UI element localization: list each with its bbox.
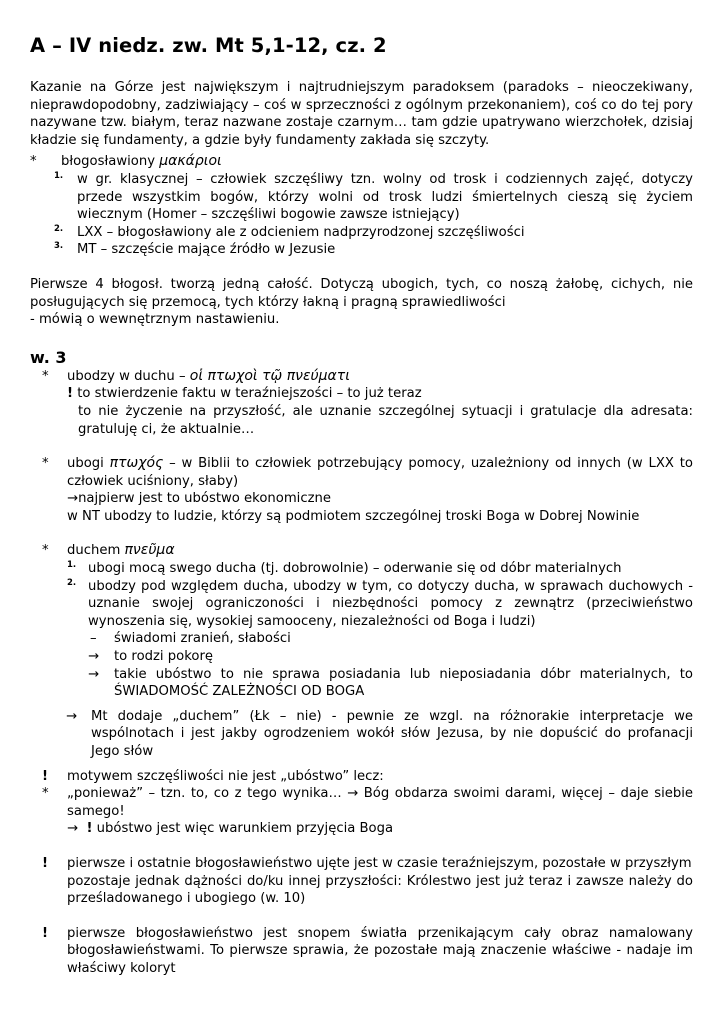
numbered-item-1 [30, 560, 693, 578]
bullet-star-icon: * [30, 154, 37, 170]
numbered-item-1 [30, 171, 693, 224]
number-marker: 1. [54, 170, 64, 181]
intro-paragraph: Kazanie na Górze jest największym i najtrudniejszym paradoksem (paradoks – nieoczekiwany, nieprawdopodobny, zadziwiający – coś w sprzeczności z ogólnym przekonaniem), coś co do tej pory nazywane tzw. białym, teraz nazwane zostaje czarnym… tam gdzie upatrywano wierzchołek, dzisiaj kładzie się fundamenty, a gdzie były fundamenty zakłada się szczyty. [30, 80, 693, 148]
arrow-line-poverty [30, 820, 693, 838]
item-text: – w Biblii to człowiek potrzebujący pomocy, uzależniony od innych (w LXX to człowiek uciśniony, słaby) [67, 456, 693, 489]
greek-term: πτωχός [109, 455, 164, 472]
item-text: „ponieważ” – tzn. to, co z tego wynika… → Bóg obdarza swoimi darami, więcej – daje siebie samego! [67, 786, 693, 819]
number-marker: 2. [54, 223, 64, 234]
list-item-ubogi [30, 455, 693, 490]
note-motive [30, 768, 693, 786]
term-label: błogosławiony [61, 154, 160, 170]
item-text: motywem szczęśliwości nie jest „ubóstwo” lecz: [67, 768, 384, 784]
item-text: w gr. klasycznej – człowiek szczęśliwy tzn. wolny od trosk i codziennych zajęć, dotyczy przede wszystkim bogów, którzy wolni od trosk ludzi śmiertelnych cieszą się życiem wiecznym (Homer – szczęśliwi bogowie zawsze istniejący) [77, 171, 693, 223]
bullet-star-icon: * [42, 368, 49, 384]
paragraph-inner-attitude: - mówią o wewnętrznym nastawieniu. [30, 312, 280, 328]
item-text: pierwsze i ostatnie błogosławieństwo ujęte jest w czasie teraźniejszym, pozostałe w przyszłym [67, 855, 692, 871]
term-label: duchem [67, 543, 125, 559]
line-nt: w NT ubodzy to ludzie, którzy są podmiotem szczególnej troski Boga w Dobrej Nowinie [67, 508, 640, 524]
item-text: Mt dodaje „duchem” (Łk – nie) - pewnie ze wzgl. na różnorakie interpretacje we wspólnotach i jest jakby ogrodzeniem wokół słów Jezusa, by nie dopuścić do profanacji Jego słów [91, 708, 693, 759]
list-item-ubodzy [30, 368, 693, 386]
arrow-right-icon: → [66, 708, 78, 724]
bullet-star-icon: * [42, 456, 49, 472]
numbered-item-3 [30, 241, 693, 259]
numbered-item-2 [30, 578, 693, 631]
item-text: ubogi mocą swego ducha (tj. dobrowolnie) – oderwanie się od dóbr materialnych [88, 561, 622, 577]
item-text: takie ubóstwo to nie sprawa posiadania lub nieposiadania dóbr materialnych, to ŚWIADOMOŚĆ ZALEŻNOŚCI OD BOGA [114, 666, 693, 700]
list-item-blogoslawiony [30, 153, 693, 171]
item-text: ubodzy pod względem ducha, ubodzy w tym, co dotyczy ducha, w sprawach duchowych - uznanie swojej ograniczoności i niezbędności pomocy z zewnątrz (przeciwieństwo wynoszenia się, wysokiej samooceny, niezależności od Boga i ludzi) [88, 578, 693, 629]
sub-item-arrow [30, 648, 693, 666]
arrow-item-mt [30, 708, 693, 761]
item-text: świadomi zranień, słabości [114, 631, 291, 647]
exclamation-icon: ! [42, 855, 49, 871]
line-future: pozostaje jednak dążności do/ku innej przyszłości: Królestwo jest już teraz i zawsze należy do prześladowanego i ubogiego (w. 10) [67, 873, 693, 907]
list-item-poniewaz [30, 785, 693, 820]
exclamation-icon: ! [86, 821, 93, 837]
item-text: pierwsze błogosławieństwo jest snopem światła przenikającym cały obraz namalowany błogosławieństwami. To pierwsze sprawia, że pozostałe mają znaczenie właściwe - nadaje im właściwy koloryt [67, 925, 693, 976]
arrow-right-icon: → [67, 491, 79, 507]
number-marker: 1. [67, 560, 77, 571]
exclamation-icon: ! [67, 386, 74, 402]
page-title: A – IV niedz. zw. Mt 5,1-12, cz. 2 [30, 34, 387, 57]
note-first-last [30, 855, 693, 873]
note-statement [30, 385, 693, 403]
note-light-beam [30, 925, 693, 978]
greek-term: οἱ πτωχοὶ τῷ πνεύματι [189, 367, 350, 384]
item-text: MT – szczęście mające źródło w Jezusie [77, 242, 336, 258]
item-text: LXX – błogosławiony ale z odcieniem nadprzyrodzonej szczęśliwości [77, 224, 525, 240]
arrow-right-icon: → [88, 649, 100, 665]
item-text: to rodzi pokorę [114, 649, 213, 665]
bullet-star-icon: * [42, 786, 49, 802]
exclamation-icon: ! [42, 925, 49, 941]
paragraph-first-four: Pierwsze 4 błogosł. tworzą jedną całość. Dotyczą ubogich, tych, co noszą żałobę, cichych, nie posługujących się przemocą, tych którzy łakną i pragną sprawiedliwości [30, 276, 693, 310]
number-marker: 3. [54, 241, 64, 252]
list-item-duchem [30, 542, 693, 560]
numbered-item-2 [30, 224, 693, 242]
item-text: ubóstwo jest więc warunkiem przyjęcia Boga [92, 821, 394, 837]
term-label: ubodzy w duchu – [67, 368, 190, 384]
number-marker: 2. [67, 577, 77, 588]
greek-term: πνεῦμα [124, 542, 175, 559]
note-continuation: to nie życzenie na przyszłość, ale uznanie szczególnej sytuacji i gratulacje dla adresata: gratuluję ci, że aktualnie… [78, 403, 693, 437]
bullet-star-icon: * [42, 543, 49, 559]
section-heading-w3: w. 3 [30, 347, 67, 367]
note-text: to stwierdzenie faktu w teraźniejszości – to już teraz [73, 386, 422, 402]
dash-marker: – [90, 631, 97, 647]
sub-item-dash [30, 630, 693, 648]
arrow-right-icon: → [88, 666, 100, 682]
sub-item-arrow [30, 666, 693, 701]
arrow-line-economic [30, 490, 693, 508]
term-label: ubogi [67, 456, 110, 472]
arrow-right-icon: → [67, 821, 79, 837]
exclamation-icon: ! [42, 768, 49, 784]
document-page [30, 34, 693, 978]
greek-term: μακάριοι [159, 153, 222, 170]
item-text: najpierw jest to ubóstwo ekonomiczne [78, 491, 331, 507]
